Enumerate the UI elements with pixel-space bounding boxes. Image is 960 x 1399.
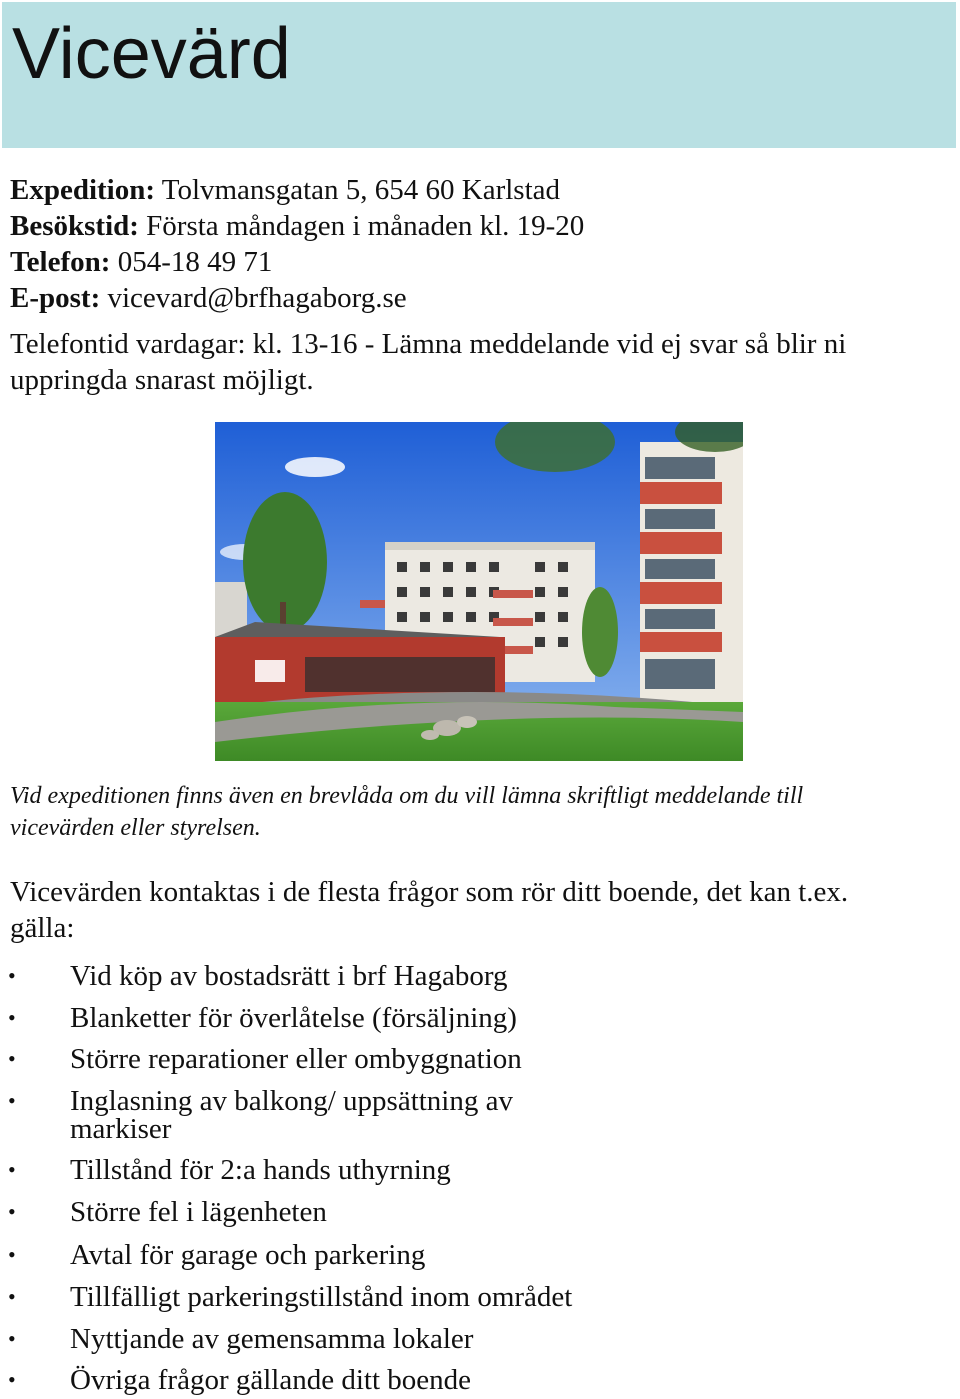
phone-line [10, 244, 584, 280]
mailbox-note: Vid expeditionen finns även en brevlåda om du vill lämna skriftligt meddelande till vicevärden eller styrelsen. [10, 783, 804, 841]
bullet-icon: • [8, 1326, 16, 1351]
list-item-text: Inglasning av balkong/ uppsättning av markiser [70, 1085, 513, 1145]
list-item-text: Tillfälligt parkeringstillstånd inom området [70, 1281, 573, 1313]
bullet-icon: • [8, 1242, 16, 1267]
visit-value: Första måndagen i månaden kl. 19-20 [138, 210, 585, 242]
bullet-icon: • [8, 963, 16, 988]
bullet-icon: • [8, 1088, 16, 1113]
list-item-text: Avtal för garage och parkering [70, 1239, 426, 1271]
email-value: vicevard@brfhagaborg.se [100, 282, 407, 314]
list-item-text: Övriga frågor gällande ditt boende [70, 1364, 472, 1396]
phone-label: Telefon: [10, 246, 111, 278]
list-item-text: Nyttjande av gemensamma lokaler [70, 1323, 474, 1355]
expedition-line [10, 172, 584, 208]
phone-hours-text: Telefontid vardagar: kl. 13-16 - Lämna meddelande vid ej svar så blir ni uppringda snarast möjligt. [10, 328, 847, 396]
bullet-icon: • [8, 1157, 16, 1182]
bullet-icon: • [8, 1005, 16, 1030]
phone-value: 054-18 49 71 [110, 246, 273, 278]
page-header [2, 2, 956, 148]
list-item-text: Tillstånd för 2:a hands uthyrning [70, 1154, 451, 1186]
intro-text: Vicevärden kontaktas i de flesta frågor som rör ditt boende, det kan t.ex. gälla: [10, 876, 849, 944]
contact-info [10, 172, 584, 316]
bullet-icon: • [8, 1367, 16, 1392]
bullet-icon: • [8, 1199, 16, 1224]
visit-line [10, 208, 584, 244]
email-line [10, 280, 584, 316]
list-item-text: Större fel i lägenheten [70, 1196, 327, 1228]
page-title: Vicevärd [12, 14, 291, 94]
bullet-icon: • [8, 1046, 16, 1071]
list-item-text: Vid köp av bostadsrätt i brf Hagaborg [70, 960, 508, 992]
visit-label: Besökstid: [10, 210, 139, 242]
email-label: E-post: [10, 282, 101, 314]
list-item-text: Blanketter för överlåtelse (försäljning) [70, 1002, 517, 1034]
expedition-label: Expedition: [10, 174, 156, 206]
building-photo [215, 422, 743, 761]
expedition-value: Tolvmansgatan 5, 654 60 Karlstad [155, 174, 561, 206]
list-item-text: Större reparationer eller ombyggnation [70, 1043, 522, 1075]
bullet-icon: • [8, 1284, 16, 1309]
